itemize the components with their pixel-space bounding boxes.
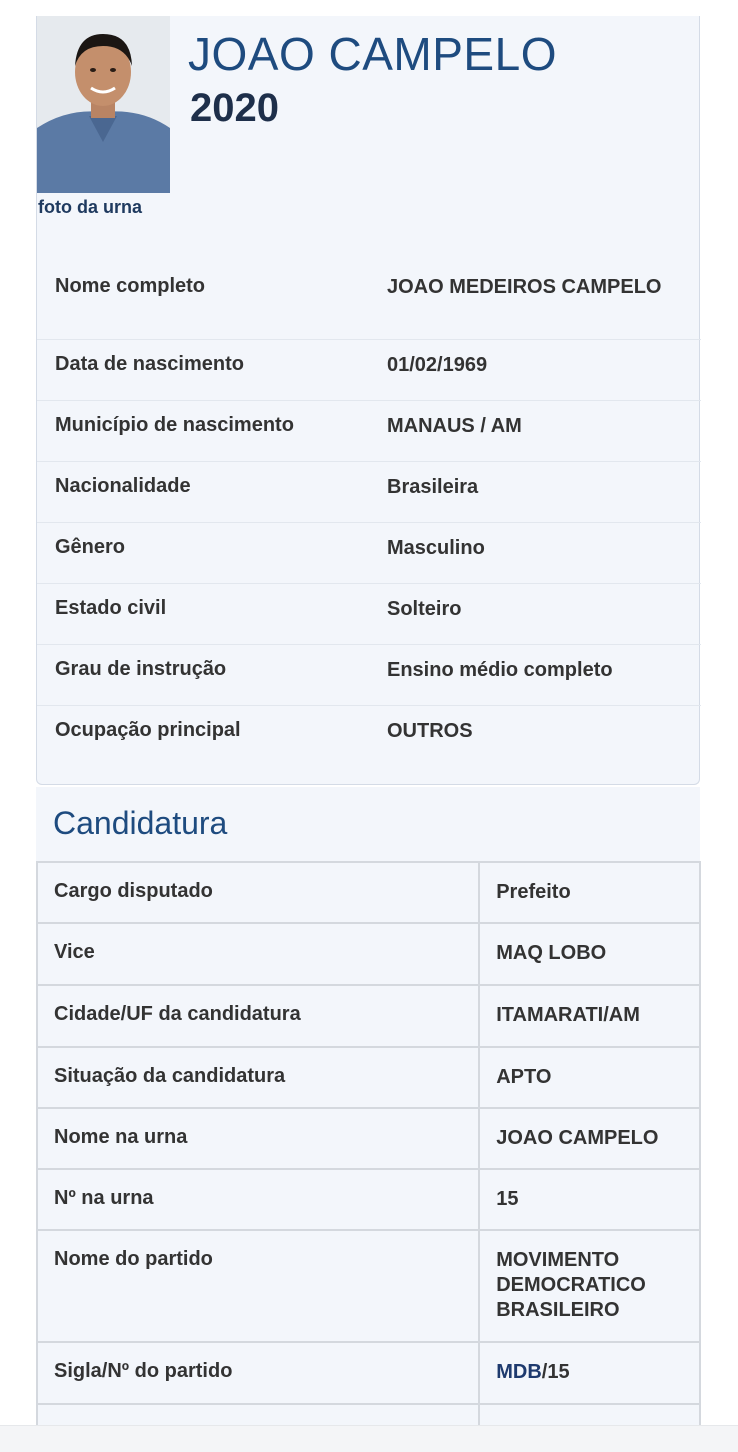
bottom-bar: [0, 1425, 738, 1452]
info-row: [37, 340, 701, 401]
party-number: /15: [541, 1361, 570, 1383]
row-value: ITAMARATI/AM: [479, 985, 700, 1047]
section-title: Candidatura: [53, 805, 228, 841]
table-row: [37, 1230, 700, 1342]
row-value: [479, 1342, 700, 1404]
info-label: Grau de instrução: [55, 658, 227, 680]
info-value: Solteiro: [387, 598, 462, 620]
table-row: [37, 1342, 700, 1404]
info-row: [37, 462, 701, 523]
table-row: [37, 862, 700, 923]
info-value: MANAUS / AM: [387, 415, 522, 437]
row-value: JOAO CAMPELO: [479, 1108, 700, 1169]
info-row: [37, 401, 701, 462]
info-value: Brasileira: [387, 476, 479, 498]
row-value: 15: [479, 1169, 700, 1230]
info-label: Estado civil: [55, 597, 167, 619]
candidate-card: [36, 16, 700, 785]
candidatura-header: [36, 787, 700, 862]
info-row: [37, 645, 701, 706]
row-label: Situação da candidatura: [37, 1047, 479, 1108]
info-value: Ensino médio completo: [387, 659, 613, 681]
row-value: APTO: [479, 1047, 700, 1108]
info-row: [37, 706, 701, 767]
table-row: [37, 1108, 700, 1169]
info-label: Nacionalidade: [55, 475, 191, 497]
candidate-name: JOAO CAMPELO: [188, 28, 557, 80]
row-value: MAQ LOBO: [479, 923, 700, 985]
table-row: [37, 923, 700, 985]
table-row: [37, 985, 700, 1047]
row-label: Cidade/UF da candidatura: [37, 985, 479, 1047]
info-value: 01/02/1969: [387, 354, 488, 376]
info-label: Data de nascimento: [55, 353, 244, 375]
info-row: [37, 262, 701, 340]
row-value: MOVIMENTO DEMOCRATICO BRASILEIRO: [479, 1230, 700, 1342]
row-label: Vice: [37, 923, 479, 985]
party-abbreviation-link[interactable]: MDB: [496, 1361, 542, 1383]
row-label: Cargo disputado: [37, 862, 479, 923]
personal-info-table: [37, 262, 701, 767]
row-label: Nome do partido: [37, 1230, 479, 1342]
info-value: OUTROS: [387, 720, 473, 742]
photo-caption: foto da urna: [38, 197, 142, 217]
info-value: Masculino: [387, 537, 485, 559]
info-value: JOAO MEDEIROS CAMPELO: [387, 276, 662, 298]
row-value: Prefeito: [479, 862, 700, 923]
info-label: Ocupação principal: [55, 719, 241, 741]
info-label: Gênero: [55, 536, 126, 558]
row-label: Nº na urna: [37, 1169, 479, 1230]
row-label: Nome na urna: [37, 1108, 479, 1169]
info-row: [37, 523, 701, 584]
row-label: Sigla/Nº do partido: [37, 1342, 479, 1404]
election-year: 2020: [190, 86, 279, 130]
info-label: Município de nascimento: [55, 414, 294, 436]
candidate-photo: [37, 16, 170, 193]
info-row: [37, 584, 701, 645]
candidatura-table: [36, 861, 701, 1445]
table-row: [37, 1169, 700, 1230]
table-row: [37, 1047, 700, 1108]
info-label: Nome completo: [55, 275, 206, 297]
